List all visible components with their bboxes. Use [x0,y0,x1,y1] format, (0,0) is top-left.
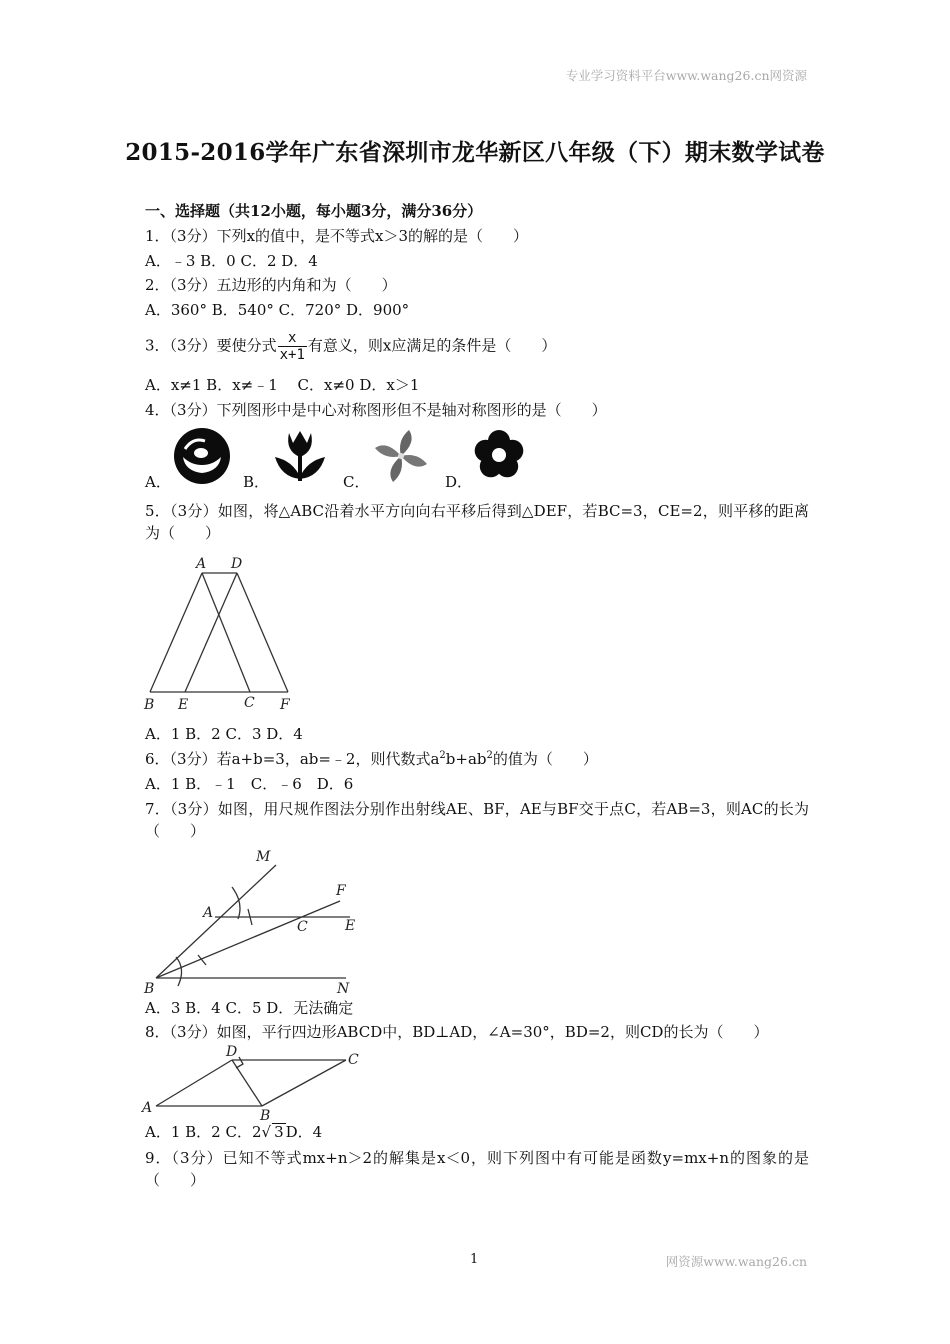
section-heading: 一、选择题（共12小题，每小题3分，满分36分） [145,202,483,220]
flower-icon [471,427,527,483]
pinwheel-icon [371,427,431,485]
question-2: 2．（3分）五边形的内角和为（ ） [145,276,397,294]
question-3 [145,330,556,363]
point-f-label: F [280,697,290,713]
point-c-label: C [297,919,308,935]
question-6-mid: b+ab [445,750,487,768]
construction-figure [140,843,370,998]
fraction-numerator: x [278,330,307,347]
point-m-label: M [256,849,271,865]
question-4: 4．（3分）下列图形中是中心对称图形但不是轴对称图形的是（ ） [145,401,607,419]
point-d-label: D [226,1044,238,1060]
point-n-label: N [337,981,350,997]
point-a-label: A [196,556,207,572]
option-b-label: B． [243,473,270,491]
point-e-label: E [178,697,189,713]
fraction [278,330,307,363]
point-b-label: B [260,1108,271,1122]
question-5: 5．（3分）如图，将△ABC沿着水平方向向右平移后得到△DEF，若BC=3，CE=2，则平移的距离为（ ） [145,502,809,542]
point-c-label: C [348,1052,359,1068]
question-5-options: A．1 B．2 C．3 D．4 [145,725,303,743]
point-b-label: B [144,981,155,997]
point-e-label: E [345,918,356,934]
question-2-options: A．360° B．540° C．720° D．900° [145,301,410,319]
point-a-label: A [203,905,214,921]
question-7: 7．（3分）如图，用尺规作图法分别作出射线AE、BF，AE与BF交于点C，若AB=3，则AC的长为（ ） [145,800,809,840]
point-f-label: F [336,883,346,899]
yin-shape-icon [173,427,231,485]
question-8: 8．（3分）如图，平行四边形ABCD中，BD⊥AD，∠A=30°，BD=2，则CD的长为（ ） [145,1023,769,1041]
point-b-label: B [144,697,155,713]
page-title: 2015-2016学年广东省深圳市龙华新区八年级（下）期末数学试卷 [125,139,825,166]
translation-figure [140,553,305,713]
question-8-options-pre: A．1 B．2 C．2 [145,1123,262,1141]
question-9: 9．（3分）已知不等式mx+n＞2的解集是x＜0，则下列图中有可能是函数y=mx+n的图象的是（ ） [145,1149,809,1189]
question-8-options [145,1121,322,1143]
question-3-pre: 3．（3分）要使分式 [145,336,277,355]
question-3-options: A．x≠1 B．x≠﹣1 C．x≠0 D．x＞1 [145,376,420,394]
question-4-figures [145,425,545,493]
sqrt-sign: √ [261,1123,272,1141]
sqrt-radicand: 3 [274,1123,284,1141]
option-d-label: D． [445,473,473,491]
question-1-options: A．﹣3 B．0 C．2 D．4 [145,252,318,270]
option-c-label: C． [343,473,370,491]
question-3-post: 有意义，则x应满足的条件是（ ） [307,336,557,355]
question-8-options-post: D．4 [285,1123,323,1141]
question-1: 1．（3分）下列x的值中，是不等式x＞3的解的是（ ） [145,227,529,245]
question-6-options: A．1 B．﹣1 C．﹣6 D．6 [145,775,354,793]
question-6-post: 的值为（ ） [492,750,598,768]
question-6-pre: 6．（3分）若a+b=3，ab=﹣2，则代数式a [145,750,440,768]
point-c-label: C [244,695,255,711]
question-7-options: A．3 B．4 C．5 D．无法确定 [145,999,354,1017]
page-number: 1 [470,1252,479,1267]
question-6 [145,748,598,770]
tulip-icon [271,425,329,485]
point-d-label: D [231,556,243,572]
exponent: 2 [486,750,493,761]
footer-watermark: 网资源www.wang26.cn [665,1254,807,1269]
option-a-label: A． [145,473,171,491]
parallelogram-figure [140,1042,370,1122]
header-watermark: 专业学习资料平台www.wang26.cn网资源 [565,68,807,83]
exponent: 2 [439,750,446,761]
point-a-label: A [142,1100,153,1116]
fraction-denominator: x+1 [279,347,305,363]
